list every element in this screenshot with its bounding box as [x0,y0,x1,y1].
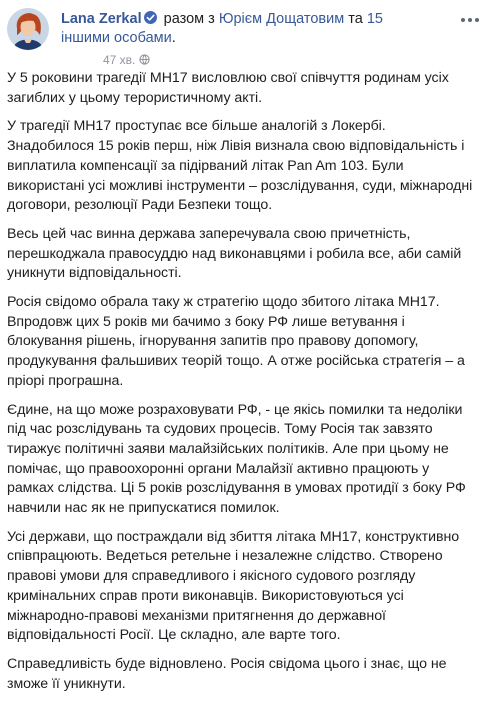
post-paragraph: Справедливість буде відновлено. Росія свідома цього і знає, що не зможе її уникнути. [7,655,447,692]
post-paragraph: Єдине, на що може розраховувати РФ, - це якісь помилки та недоліки під час розслідувань та судових процесів. Тому Росія так завзято тиражує політичні заяви малайзійських політиків. Але при цьому не помічає, що правоохоронні органи Малайзії активно працюють у рамках слідства. Ці 5 років розслідування в умовах протидії з боку РФ навчили нас як не припускатися помилок. [7,401,466,517]
more-options-dot [461,18,465,22]
tagged-person-link[interactable]: Юрієм Дощатовим [218,11,345,27]
verified-badge-icon [144,11,157,24]
post-paragraph: Усі держави, що постраждали від збиття літака MH17, конструктивно співпрацюють. Ведеться ретельне і незалежне слідство. Створено правові умови для справедливого і якісного судового розгляду кримінальних справ проти виконавців. Використовуються усі міжнародно-правові механізми притягнення до державної відповідальності Росії. Це складно, але варте того. [7,528,460,644]
more-options-dot [475,18,479,22]
more-options-dot [468,18,472,22]
post-paragraph: У 5 роковини трагедії MH17 висловлюю свої співчуття родинам усіх загиблих у цьому терористичному акті. [7,70,449,106]
tagged-suffix: . [171,30,176,46]
post-paragraph: У трагедії MH17 проступає все більше аналогій з Локербі. Знадобилося 15 років перш, ніж Лівія визнала свою відповідальність і виплатила компенсації за підірваний літак Pan Am 103. Були використані усі можливі інструменти – розслідування, суди, міжнародні договори, резолюції Ради Безпеки тощо. [7,118,473,214]
tagged-conjunction: та [348,11,363,27]
avatar-photo [7,8,49,50]
author-line [61,10,431,48]
author-name-link[interactable]: Lana Zerkal [61,11,142,27]
post-paragraph: Росія свідомо обрала таку ж стратегію щодо збитого літака MH17. Впродовж цих 5 років ми бачимо з боку РФ лише ветування і блокування рішень, ігнорування запитів про правову допомогу, продукування фальшивих теорій тощо. А отже російська стратегія – а пріорі програшна. [7,294,465,389]
tagged-others-link[interactable]: 15 іншими особами [61,11,383,46]
post-header [7,5,483,67]
post-body [7,69,475,703]
tagged-prefix: разом з [163,11,215,27]
globe-icon[interactable] [139,54,150,65]
post-timestamp-link[interactable]: 47 хв. [103,53,136,67]
author-avatar[interactable] [7,8,49,50]
post-paragraph: Весь цей час винна держава заперечувала свою причетність, перешкоджала правосуддю над виконавцями і робила все, аби самій уникнути відповідальності. [7,225,462,282]
more-options-icon[interactable] [461,15,479,25]
post-meta [103,53,150,67]
